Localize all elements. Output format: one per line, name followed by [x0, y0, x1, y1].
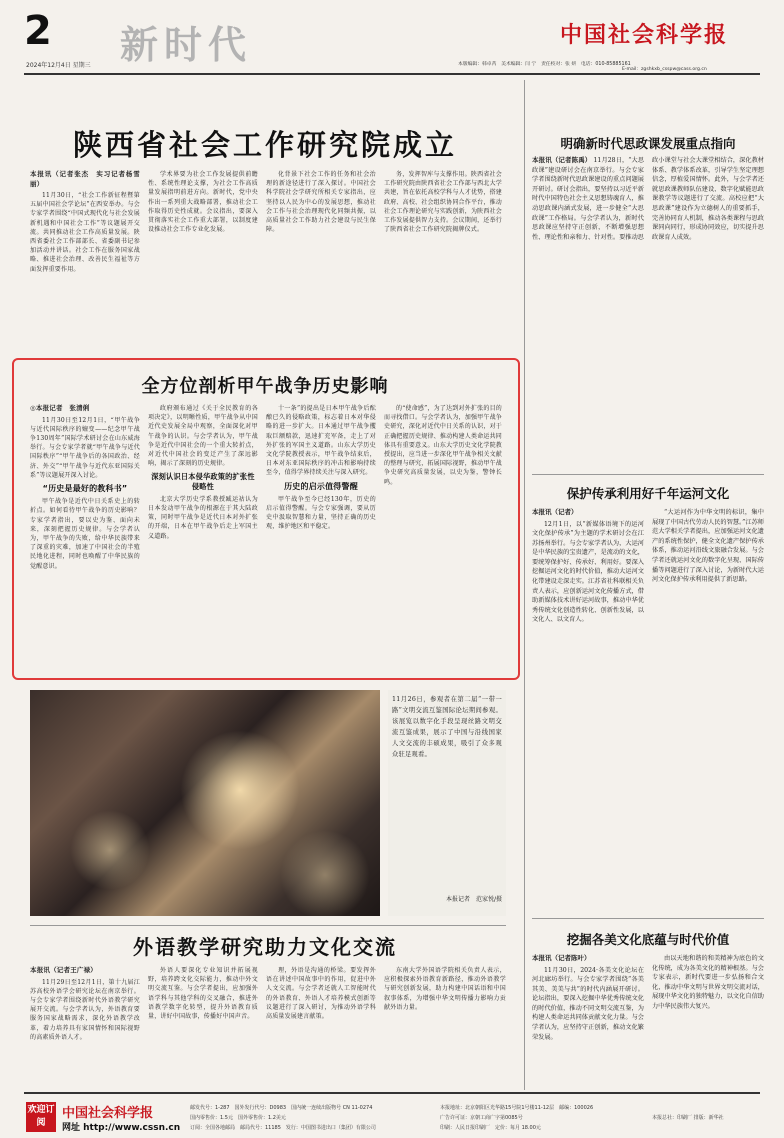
feature-paragraph: 政府颁布通过《关于全民教育的各项决定》，以明晰性质，甲午战争从中国近代史发展全局中观察，全面深化对甲午战争的认识。与会学者认为，甲午战争是近代中国社会的一个重大转折点，对近代中国社会的变迁产生了深远影响，揭示了深刻的历史规律。: [148, 405, 258, 468]
sidebar-mid-rule: [532, 474, 764, 475]
photo-light: [70, 810, 150, 890]
lead-story-col-4: [384, 170, 502, 360]
sidebar-bottom-paragraph: 由以天地和谐的和美精神为底色的文化传统，成为各美文化的精神根基。与会专家表示，新时代要进一步弘扬和合文化，推动中华文明与世界文明交流对话，展现中华文化的独特魅力，以文化自信助力中华民族伟大复兴。: [652, 955, 764, 1010]
footer-info-4: 本报地址：北京朝阳区光华路15号院1号楼11-12层 邮编：100026: [440, 1105, 594, 1111]
masthead-rule: [24, 73, 760, 75]
email-line: E-mail：zgshkxb_csspw@cass.org.cn: [622, 67, 707, 72]
photo-credit: 本报记者 范家悦/摄: [445, 896, 502, 903]
sidebar-bottom-paragraph: 11月30日，2024·各美文化论坛在河北廊坊举行。与会专家学者围绕“各美其美、美美与共”的时代内涵展开研讨。论坛指出，要深入挖掘中华优秀传统文化的时代价值，推动不同文明交流互鉴，为构建人类命运共同体贡献文化力量。与会学者认为，应坚持守正创新，推动文化繁荣发展。: [532, 966, 644, 1041]
welcome-badge: [26, 1102, 56, 1132]
paper-name: 中国社会科学报: [560, 22, 729, 48]
feature-paragraph: 十一条”的提出是日本甲午战争后酝酿已久的侵略政策，标志着日本对华侵略的进一步扩大。日本通过甲午战争攫取巨额赔款，迅速扩充军备，走上了对外扩张的军国主义道路。山东大学历史文化学院教授表示，甲午战争结束后，日本对东亚国际秩序的冲击和影响持续至今，值得学界持续关注与深入研究。: [266, 405, 376, 477]
sidebar-bottom-byline: 本报讯（记者陈叶）: [532, 954, 591, 962]
bottom-story-title: 外语教学研究助力文化交流: [133, 935, 397, 959]
bottom-story-byline: 本报讯（记者王广禄）: [30, 966, 97, 974]
bottom-story-col-4: [384, 966, 506, 1086]
feature-subheading: 历史的启示值得警醒: [284, 481, 358, 491]
feature-col-1: [30, 404, 140, 676]
exhibition-photo: [30, 690, 380, 916]
sidebar-top-title: 明确新时代思政课发展重点指向: [560, 136, 736, 151]
footer-info-6: 印刷：人民日报印刷厂 定价：每月 18.00元: [440, 1125, 541, 1131]
sidebar-bottom-col-1: [532, 954, 644, 1086]
feature-col-3: [266, 404, 376, 676]
masthead: [0, 0, 784, 70]
lead-story-paragraph: 化背景下社会工作的任务和社会治理的新途径进行了深入探讨。中国社会科学院社会学研究所相关专家指出，应坚持以人民为中心的发展思想，推动社会工作与社会治理现代化同频共振，以高质量社会工作助力社会建设与民生保障。: [266, 171, 376, 234]
lead-story-paragraph: 务，发挥智库与支撑作用。陕西省社会工作研究院由陕西省社会工作部与西北大学共建，旨在依托高校学科与人才优势，搭建政府、高校、社会组织协同合作平台，推动社会工作理论研究与实践创新，为陕西社会工作发展提供智力支持。会议期间，还举行了陕西省社会工作研究院揭牌仪式。: [384, 171, 502, 234]
bottom-story-paragraph: 理，外语是沟通的桥梁。要发挥外语在讲述中国故事中的作用，促进中外人文交流。与会学者还就人工智能时代的外语教育、外语人才培养模式创新等议题进行了深入研讨，为推动外语学科高质量发展建言献策。: [266, 967, 376, 1021]
sidebar-mid-paragraph: 12月1日，以“新媒体语境下的运河文化保护传承”为主题的学术研讨会在江苏扬州举行。与会专家学者认为，大运河是中华民族的宝贵遗产，是流动的文化，要统筹保护好、传承好、利用好。要深入挖掘运河文化的时代价值，推动大运河文化带建设走深走实。江苏省社科联相关负责人表示，应创新运河文化传播方式，借助新媒体技术讲好运河故事，推动中华优秀传统文化创造性转化、创新性发展，以文化人、以文育人。: [532, 520, 644, 624]
welcome-label: 欢迎订阅: [27, 1105, 55, 1128]
footer: [0, 1096, 784, 1138]
sidebar-mid-col-2: [652, 508, 764, 888]
feature-subheading: “历史是最好的教科书”: [42, 483, 128, 493]
sidebar-mid-title: 保护传承利用好千年运河文化: [566, 486, 730, 501]
lead-story-title: 陕西省社会工作研究院成立: [72, 128, 457, 162]
bottom-story-col-1: [30, 966, 140, 1086]
photo-caption-text: 11月26日，参观者在第二届“一带一路”文明交流互鉴国际论坛期间参观。该展览以数字化手段呈现丝路文明交流互鉴成果，展示了中国与沿线国家人文交流的丰硕成果，吸引了众多观众驻足观看。: [392, 696, 502, 758]
lead-story-col-3: [266, 170, 376, 360]
feature-paragraph: 甲午战争至今已经130年，历史的启示值得警醒。与会专家强调，要从历史中汲取智慧和力量，坚持正确的历史观，维护地区和平稳定。: [266, 495, 376, 531]
feature-col-4: [384, 404, 502, 676]
sidebar-mid-byline: 本报讯（记者）: [532, 508, 578, 516]
sidebar-top-text: [532, 156, 764, 444]
lead-story-paragraph: 11月30日，“社会工作新征程暨第五届中国社会学论坛”在西安举办。与会专家学者围绕“中国式现代化与社会发展新机遇和中国社会工作”等议题展开交流。共同推动社会工作高质量发展。陕西省委社会工作部部长、省委副书记参加活动并讲话。社会工作在服务国家战略、推进社会治理、改善民生福祉等方面发挥重要作用。: [30, 192, 140, 273]
feature-col-2: [148, 404, 258, 676]
footer-info-3: 订阅：全国各地邮局 邮局代号：11185 发行：中国图书进出口（集团）有限公司: [190, 1125, 376, 1131]
section-title: 新时代: [120, 23, 253, 67]
bottom-story-rule: [30, 925, 506, 926]
bottom-story-paragraph: 东南大学外国语学院相关负责人表示，应积极探索外语教育新路径，推动外语教学与研究创新发展，助力构建中国话语和中国叙事体系，为增强中华文明传播力影响力贡献外语力量。: [384, 967, 506, 1011]
page-number: 2: [24, 8, 52, 54]
editor-line: 本版编辑：韩卓芮 美术编辑：闫 宁 责任校对：张 妍 电话：010-85885161: [458, 62, 631, 67]
sidebar-separator: [524, 80, 525, 1090]
footer-printer: 本报总社：印刷厂 排版：新华社: [652, 1115, 724, 1121]
bottom-story-col-3: [266, 966, 376, 1086]
lead-story-byline: 本报讯（记者张杰 实习记者杨雪丽）: [30, 170, 140, 188]
feature-paragraph: 北京大学历史学系教授臧运祜认为日本发动甲午战争的根源在于其大陆政策，同时甲午战争是近代日本对外扩张的开端，日本在甲午战争后走上军国主义道路。: [148, 495, 258, 540]
sidebar-top-paragraph: 11月28日，“大思政课”建设研讨会在南京举行。与会专家学者围绕新时代思政课建设的重点问题展开研讨。研讨会指出，要坚持以习近平新时代中国特色社会主义思想铸魂育人，推动思政课内涵式发展，进一步健全“大思政课”工作格局。与会学者认为，新时代思政课应坚持守正创新，不断增强思想性、理论性和亲和力、针对性。要推动思政小课堂与社会大课堂相结合，深化教材体系、教学体系改革，引导学生坚定理想信念，厚植爱国情怀。此外，与会学者还就思政课教师队伍建设、数字化赋能思政课教学等议题进行了交流。高校应把“大思政课”建设作为立德树人的重要抓手，完善协同育人机制，推动各类课程与思政课同向同行，形成协同效应，切实提升思政课育人成效。: [532, 157, 764, 241]
sidebar-bottom-col-2: [652, 954, 764, 1086]
photo-light: [180, 730, 300, 850]
footer-info-1: 邮发代号：1-287 国外发行代号：D0983 国内统一连续出版物号 CN 11-0274: [190, 1105, 373, 1111]
footer-paper-name: 中国社会科学报: [62, 1106, 154, 1121]
footer-info-2: 国内零售价：1.5元 国外零售价：1.2美元: [190, 1115, 286, 1121]
sidebar-bottom-rule: [532, 918, 764, 919]
sidebar-bottom-title: 挖掘各美文化底蕴与时代价值: [566, 932, 730, 947]
lead-story-col-1: [30, 170, 140, 360]
feature-paragraph: 甲午战争是近代中日关系史上的转折点。如何看待甲午战争的历史影响？专家学者指出，要以史为鉴、面向未来，深刻把握历史规律。与会学者认为，甲午战争的失败，给中华民族带来了深重的灾难，加速了中国社会的半殖民地化进程，同时也唤醒了中华民族的觉醒意识。: [30, 498, 140, 570]
sidebar-mid-col-1: [532, 508, 644, 888]
feature-paragraph: 11月30日至12月1日，“甲午战争与近代国际秩序的嬗变——纪念甲午战争130周年”国际学术研讨会在山东威海举行。与会专家学者就“甲午战争与近代国际秩序”“甲午战争后的各国政治、经济、外交”“甲午战争与近代东亚国际关系”等议题展开深入讨论。: [30, 416, 140, 479]
feature-paragraph: 的“使命感”，为了达到对外扩张的目的而寻找借口。与会学者认为，加强甲午战争史研究，深化对近代中日关系的认识，对于正确把握历史规律、推动构建人类命运共同体具有重要意义。山东大学历史文化学院教授提出，应当进一步深化甲午战争相关文献的整理与研究，拓展国际视野，推动甲午战争史研究高质量发展，以史为鉴，警钟长鸣。: [384, 405, 502, 486]
footer-rule: [24, 1092, 760, 1094]
feature-byline: ◎本报记者 张清俐: [30, 404, 90, 412]
sidebar-top-byline: 本报讯（记者陈禹）: [532, 156, 592, 164]
sidebar-mid-paragraph: “大运河作为中华文明的标识，集中展现了中国古代劳动人民的智慧。”江苏师范大学相关学者提出，应加强运河文化遗产的系统性保护，健全文化遗产保护传承体系，推动运河沿线文旅融合发展。与会学者还就运河文化的数字化呈现、国际传播等问题进行了深入讨论，为新时代大运河文化保护传承利用提供了新思路。: [652, 509, 764, 584]
date-line: 2024年12月4日 星期三: [26, 62, 91, 69]
bottom-story-paragraph: 11月29日至12月1日，第十九届江苏高校外语学会研究论坛在南京举行。与会专家学者围绕新时代外语教学研究展开交流。与会学者认为，外语教育要服务国家战略需求，深化外语教学改革，着力培养具有家国情怀和国际视野的高素质外语人才。: [30, 978, 140, 1041]
footer-info-5: 广告许可证：京朝工商广字第0085号: [440, 1115, 523, 1121]
bottom-story-paragraph: 外语人要深化专业知识并拓展视野，培养跨文化交际能力，推动中外文明交流互鉴。与会学者提出，应加强外语学科与其他学科的交叉融合，推进外语教学数字化转型，提升外语教育质量，讲好中国故事，传播好中国声音。: [148, 967, 258, 1021]
feature-subheading: 深刻认识日本侵华政策的扩张性侵略性: [151, 472, 255, 491]
photo-caption: [388, 690, 506, 916]
footer-website[interactable]: 网址 http://www.cssn.cn: [62, 1123, 181, 1133]
feature-title: 全方位剖析甲午战争历史影响: [141, 376, 389, 397]
lead-story-col-2: [148, 170, 258, 360]
lead-story-paragraph: 学术界要为社会工作发展提供前瞻性、系统性理论支撑，为社会工作高质量发展指明前进方向。新时代，党中央作出一系列重大战略部署，推动社会工作取得历史性成就。会议指出，要深入贯彻落实社会工作重大部署，以制度建设推动社会工作专业化发展。: [148, 171, 258, 234]
photo-light: [280, 830, 370, 916]
bottom-story-col-2: [148, 966, 258, 1086]
